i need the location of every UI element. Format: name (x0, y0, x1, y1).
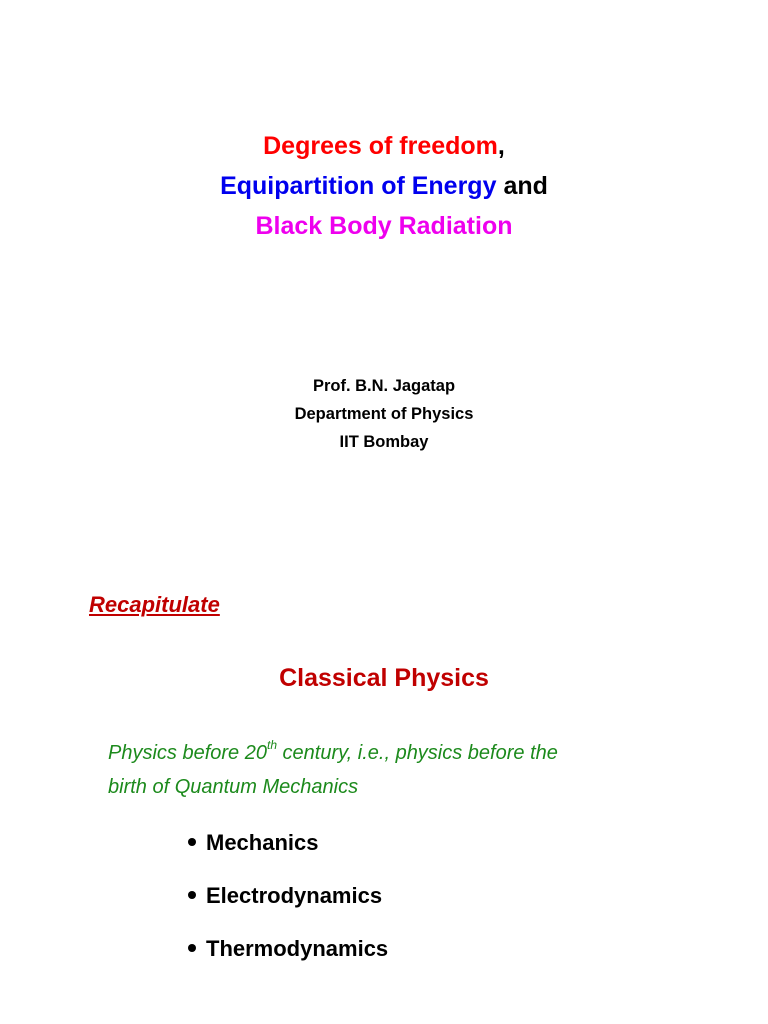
title-line-2 (0, 166, 768, 206)
intro-text-line2: birth of Quantum Mechanics (108, 776, 359, 798)
author-name: Prof. B.N. Jagatap (312, 377, 456, 395)
title-equipartition: Equipartition of Energy (220, 172, 497, 200)
intro-text-part2: century, i.e., physics before the (277, 742, 558, 764)
title-degrees-of-freedom: Degrees of freedom (263, 132, 498, 160)
intro-paragraph (108, 736, 708, 804)
title-comma: , (497, 132, 505, 160)
title-black-body-radiation: Black Body Radiation (255, 212, 513, 240)
intro-superscript: th (266, 738, 277, 753)
topic-label: Thermodynamics (206, 936, 389, 961)
title-line-3 (0, 206, 768, 246)
recapitulate-heading: Recapitulate (89, 592, 220, 617)
title-and: and (496, 172, 548, 200)
title-line-1 (0, 126, 768, 166)
bullet-icon (188, 891, 196, 899)
list-item (188, 879, 388, 932)
list-item (188, 826, 388, 879)
topic-label: Mechanics (206, 830, 319, 855)
list-item (188, 932, 388, 985)
section-title: Classical Physics (279, 664, 489, 692)
author-department: Department of Physics (294, 405, 474, 423)
author-institute: IIT Bombay (339, 433, 429, 451)
author-info (0, 372, 768, 456)
document-title (0, 126, 768, 246)
topic-list (188, 826, 388, 985)
bullet-icon (188, 944, 196, 952)
bullet-icon (188, 838, 196, 846)
intro-text-part1: Physics before 20 (108, 742, 267, 764)
topic-label: Electrodynamics (206, 883, 383, 908)
